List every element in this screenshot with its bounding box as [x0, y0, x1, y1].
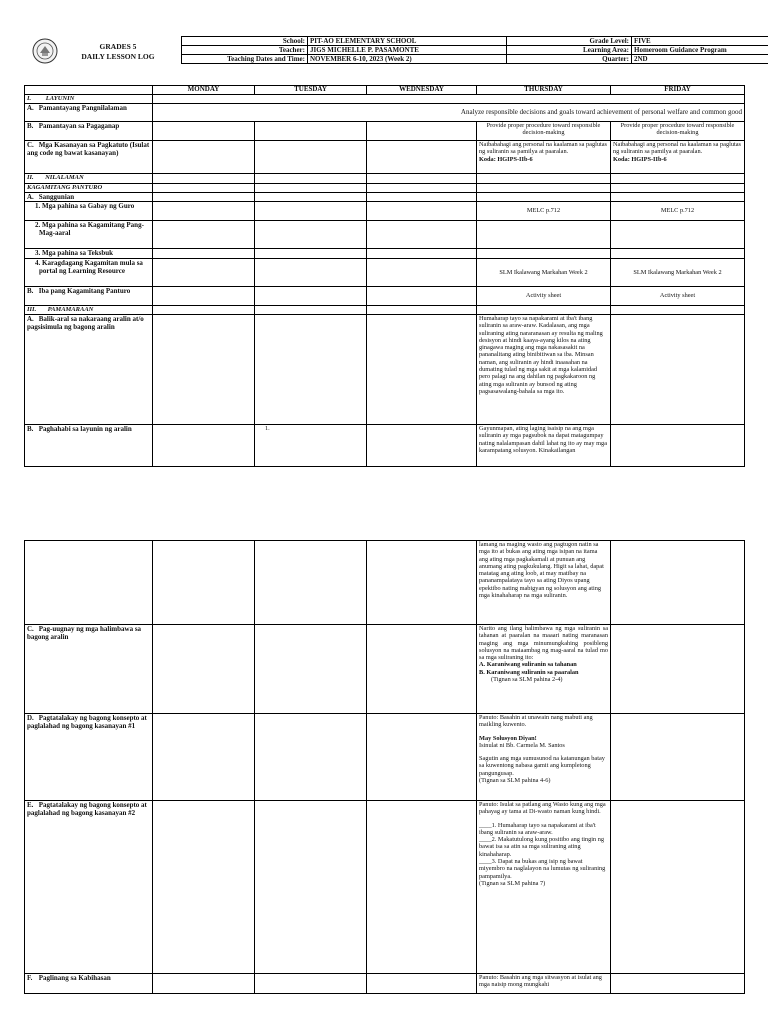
slm-reference: (Tignan sa SLM pahina 7) [479, 879, 546, 887]
cell-tue [255, 625, 367, 714]
example-school: B. Karaniwang suliranin sa paaralan [479, 668, 579, 676]
log-subtitle: DAILY LESSON LOG [81, 52, 155, 61]
row-num: A. [27, 315, 34, 323]
section-title: LAYUNIN [45, 95, 75, 102]
quarter-label: Quarter: [507, 55, 632, 64]
row-text: Pag-uugnay ng mga halimbawa sa bagong aralin [27, 625, 142, 641]
cell-thu [477, 801, 611, 974]
cell-thu: MELC p.712 [477, 202, 611, 221]
questions-instruction: Sagutin ang mga sumusunod na katanungan batay sa kuwentong nabasa gamit ang kumpletong pangungusap. [479, 755, 605, 777]
cell-tue [255, 974, 367, 994]
cell-tue [255, 541, 367, 625]
row-num: A. [27, 193, 34, 201]
competency-text: Naibabahagi ang personal na kaalaman sa paglutas ng suliranin sa pamilya at paaralan. [613, 141, 741, 156]
row-text: Paglinang sa Kabihasan [38, 974, 111, 982]
day-friday: FRIDAY [611, 86, 745, 95]
content-standard-text: Analyze responsible decisions and goals toward achievement of personal welfare and common good [460, 107, 742, 116]
cell-fri: Activity sheet [611, 287, 745, 306]
cell-thu: lamang na maging wasto ang pagtugon natin sa mga ito at bukas ang ating mga isipan na itama ang ating mga pagkakamali at punuan ang anumang ating pagkukulang. Higit sa lahat, dapat matatag ang ating loob, at may matibay na pananampalataya tayo sa ating Diyos upang epektibo nating mabigyan ng solusyon ang ating mga kinahaharap na mga suliranin. [477, 541, 611, 625]
section-title: PAMAMARAAN [47, 306, 94, 313]
row-text: Pagtatalakay ng bagong konsepto at paglalahad ng bagong kasanayan #2 [27, 801, 147, 817]
row-text: Pamantayang Pangnilalaman [38, 104, 127, 112]
story-title: May Solusyon Diyan! [479, 734, 537, 742]
competency-code: Koda: HGIPS-IIb-6 [479, 155, 533, 163]
row-text: Pamantayan sa Pagaganap [38, 122, 120, 130]
row-text: Paghahabi sa layunin ng aralin [38, 425, 132, 433]
row-label: 1. Mga pahina sa Gabay ng Guro [25, 202, 153, 221]
row-num: B. [27, 425, 34, 433]
cell-thu: Humaharap tayo sa napakarami at iba't ibang suliranin sa araw-araw. Kadalasan, ang mga suliraning ating nararanasan ay resulta ng maling desisyon at hindi kaaya-ayang kilos na ating ginagawa maging ang mga nakasasakit na pananalitang ating binibitiwan sa iba. Minsan naman, ang suliranin ay hindi inaasahan na dumating tulad ng mga sakit at mga kalamidad pero palagi na ang dahilan ng pagkakaroon ng ating mga suliranin ay bunsod ng ating pagsasawalang-bahala sa mga ito. [477, 315, 611, 425]
day-tuesday: TUESDAY [255, 86, 367, 95]
examples-intro: Narito ang ilang halimbawa ng mga suliranin sa tahanan at paaralan na maaari nating maranasan maging ang mga minumungkahing posibleng solusyon na maiaambag ng mag-aaral na tulad mo sa mga suliraning ito: [479, 625, 608, 662]
slm-reference: (Tignan sa SLM pahina 2-4) [491, 676, 563, 684]
row-text: Iba pang Kagamitang Panturo [38, 287, 131, 295]
row-num: A. [27, 104, 34, 112]
row-label [25, 974, 153, 994]
teacher-label: Teacher: [182, 46, 308, 55]
section-num: III. [27, 306, 37, 313]
section-title: NILALAMAN [45, 174, 84, 181]
cell-thu [477, 714, 611, 801]
row-label: 4. Karagdagang Kagamitan mula sa portal ng Learning Resource [25, 259, 153, 287]
teacher-value: JIGS MICHELLE P. PASAMONTE [308, 46, 507, 55]
row-pag-uugnay [25, 625, 745, 714]
list-item: ____3. Dapat na bukas ang isip ng bawat miyembro na naglalayon na lumutas ng suliraning pampamilya. [479, 858, 606, 880]
row-num: C. [27, 141, 34, 149]
cell-wed [367, 714, 477, 801]
row-pagtatalakay-2 [25, 801, 745, 974]
row-num: D. [27, 714, 34, 722]
row-num: B. [27, 287, 34, 295]
grade-title: GRADES 5 [99, 42, 137, 51]
cell-thu: Gayunmapan, ating laging isaisip na ang mga suliranin ay mga pagsubok na dapat matagumpay nating nalalampasan dahil lahat ng ito ay may mga karampatang solusyon. Kinakailangan [477, 425, 611, 467]
row-num: B. [27, 122, 34, 130]
row-label [25, 541, 153, 625]
learning-area-label: Learning Area: [507, 46, 632, 55]
cell-fri: SLM Ikalawang Markahan Week 2 [611, 259, 745, 287]
day-wednesday: WEDNESDAY [367, 86, 477, 95]
cell-thu: Activity sheet [477, 287, 611, 306]
row-num: F. [27, 974, 33, 982]
grade-level-label: Grade Level: [507, 37, 632, 46]
cell-mon [153, 714, 255, 801]
cell-thu: Panuto: Basahin ang mga sitwasyon at isulat ang mga naisip mong mungkahi [477, 974, 611, 994]
cell-fri: Provide proper procedure toward responsible decision-making [611, 122, 745, 141]
cell-fri: MELC p.712 [611, 202, 745, 221]
cell-thu: Provide proper procedure toward responsible decision-making [477, 122, 611, 141]
cell-fri [611, 541, 745, 625]
row-num: C. [27, 625, 34, 633]
day-monday: MONDAY [153, 86, 255, 95]
grade-level-value: FIVE [632, 37, 768, 46]
lesson-table-2 [24, 540, 745, 994]
school-label: School: [182, 37, 308, 46]
row-paghahabi-continued [25, 541, 745, 625]
row-text: Mga Kasanayan sa Pagkatuto (Isulat ang code ng bawat kasanayan) [27, 141, 150, 157]
cell-mon [153, 541, 255, 625]
list-item: ____2. Makatutulong kung positibo ang tingin ng bawat isa sa atin sa mga suliraning ating kinahaharap. [479, 836, 605, 858]
cell-fri [611, 801, 745, 974]
list-item: ____1. Humaharap tayo sa napakarami at iba't ibang suliranin sa araw-araw. [479, 821, 596, 836]
learning-area-value: Homeroom Guidance Program [632, 46, 768, 55]
row-label: 2. Mga pahina sa Kagamitang Pang-Mag-aaral [25, 221, 153, 249]
day-thursday: THURSDAY [477, 86, 611, 95]
row-text: Pagtatalakay ng bagong konsepto at paglalahad ng bagong kasanayan #1 [27, 714, 147, 730]
cell-tue [255, 714, 367, 801]
row-label [25, 625, 153, 714]
slm-reference: (Tignan sa SLM pahina 4-6) [479, 777, 551, 785]
competency-code: Koda: HGIPS-IIb-6 [613, 155, 667, 163]
section-label: KAGAMITANG PANTURO [25, 184, 153, 193]
cell-wed [367, 974, 477, 994]
row-num: E. [27, 801, 34, 809]
row-label [25, 714, 153, 801]
cell-thu [477, 625, 611, 714]
story-author: Isinulat ni Bb. Carmela M. Santos [479, 741, 565, 749]
row-text: Balik-aral sa nakaraang aralin at/o pagsisimula ng bagong aralin [27, 315, 144, 331]
instruction: Panuto: Basahin at unawain nang mabuti ang maikling kuwento. [479, 714, 593, 729]
cell-fri [611, 714, 745, 801]
section-num: II. [27, 174, 34, 181]
teaching-dates-value: NOVEMBER 6-10, 2023 (Week 2) [308, 55, 507, 64]
quarter-value: 2ND [632, 55, 768, 64]
cell-mon [153, 625, 255, 714]
list-marker: 1. [265, 425, 270, 432]
row-label [25, 801, 153, 974]
cell-wed [367, 625, 477, 714]
cell-fri [611, 625, 745, 714]
row-paglinang [25, 974, 745, 994]
cell-thu: SLM Ikalawang Markahan Week 2 [477, 259, 611, 287]
instruction: Panuto: Isulat sa patlang ang Wasto kung ang mga pahayag ay tama at Di-wasto naman kung hindi. [479, 801, 606, 816]
cell-wed [367, 801, 477, 974]
cell-mon [153, 801, 255, 974]
cell-fri [611, 974, 745, 994]
row-label: 3. Mga pahina sa Teksbuk [25, 249, 153, 259]
cell-mon [153, 974, 255, 994]
school-value: PIT-AO ELEMENTARY SCHOOL [308, 37, 507, 46]
example-home: A. Karaniwang suliranin sa tahanan [479, 661, 577, 669]
competency-text: Naibabahagi ang personal na kaalaman sa paglutas ng suliranin sa pamilya at paaralan. [479, 141, 607, 156]
cell-tue [255, 801, 367, 974]
cell-wed [367, 541, 477, 625]
row-pagtatalakay-1 [25, 714, 745, 801]
section-num: I. [27, 95, 32, 102]
teaching-dates-label: Teaching Dates and Time: [182, 55, 308, 64]
row-text: Sanggunian [38, 193, 75, 201]
